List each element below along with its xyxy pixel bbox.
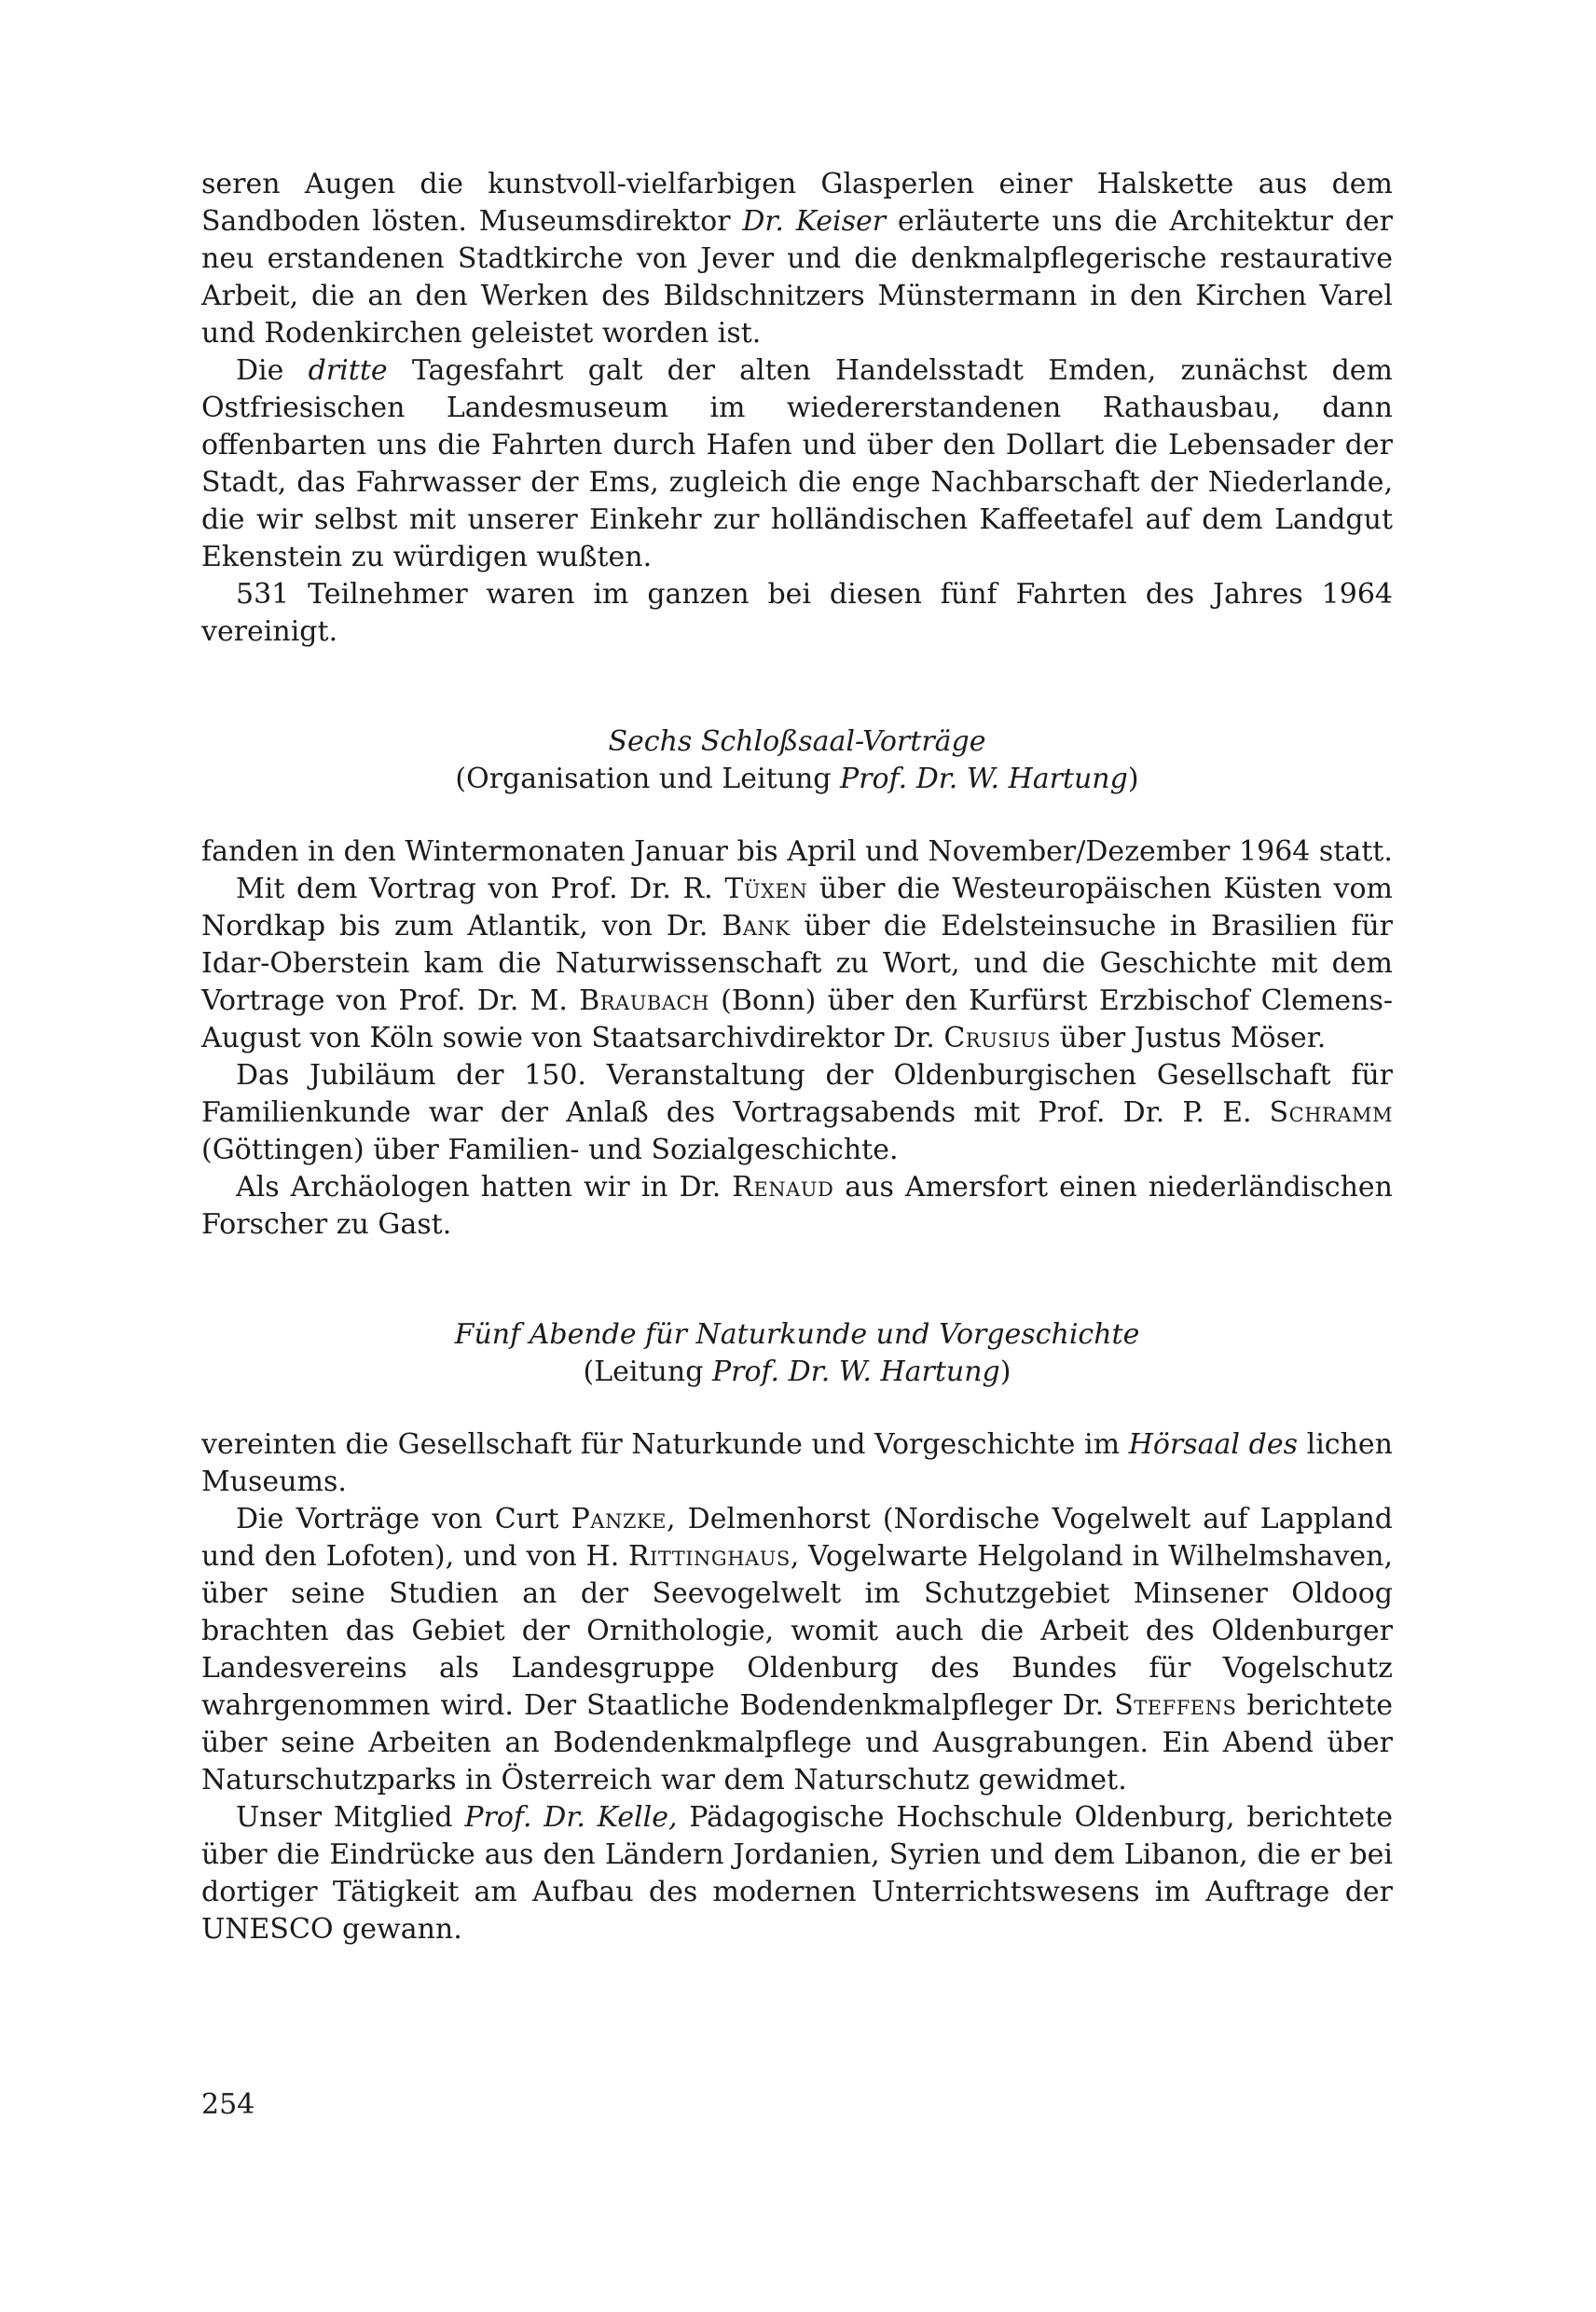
person-name: Schramm <box>1269 1096 1393 1129</box>
text-run: (Bonn) über den Kurfürst Erzbischof Clemens-August von Köln sowie von Staatsarchivdirektor Dr. <box>201 984 1393 1054</box>
paragraph-ornithology <box>201 1501 1393 1799</box>
emphasis: Hörsaal des <box>1128 1428 1298 1461</box>
page-number: 254 <box>201 2088 255 2121</box>
text-run: (Organisation und Leitung <box>455 763 841 795</box>
paragraph-unesco <box>201 1799 1393 1948</box>
section-title: Sechs Schloßsaal-Vorträge <box>608 725 986 758</box>
text-run: ) <box>999 1356 1011 1388</box>
text-run: Das Jubiläum der 150. Veranstaltung der Oldenburgischen Gesellschaft für Familienkunde war der Anlaß des Vortragsabends mit Prof. Dr. P. E. <box>201 1059 1393 1129</box>
text-run: seren Augen die kunstvoll-vielfarbigen Glasperlen einer Halskette aus dem Sandboden lösten. Museumsdirektor <box>201 168 1393 238</box>
person-name: Rittinghaus <box>627 1540 791 1573</box>
text-run: ) <box>1127 763 1139 795</box>
text-run: Als Archäologen hatten wir in Dr. <box>236 1171 733 1204</box>
paragraph-museum-tour <box>201 166 1393 352</box>
section-subtitle <box>201 761 1393 798</box>
paragraph-society <box>201 1426 1393 1501</box>
person-name: Prof. Dr. Kelle, <box>464 1801 678 1834</box>
text-run: über die Westeuropäischen Küsten vom Nordkap bis zum Atlantik, von Dr. <box>201 873 1393 943</box>
section-heading-lectures <box>201 723 1393 798</box>
text-run: lichen Museums. <box>201 1428 1393 1498</box>
person-name: Bank <box>722 910 791 943</box>
person-name: Tüxen <box>724 873 808 905</box>
text-run: über Justus Möser. <box>1051 1022 1327 1054</box>
text-run: erläuterte uns die Architektur der neu erstandenen Stadtkirche von Jever und die denkmalpflegerische restaurative Arbeit, die an den Werken des Bildschnitzers Münstermann in den Kirchen Varel und Rodenkirchen geleistet worden ist. <box>201 205 1394 350</box>
person-name: Braubach <box>579 984 709 1017</box>
text-run: (Göttingen) über Familien- und Sozialgeschichte. <box>201 1134 899 1166</box>
page-body <box>201 166 1393 1948</box>
text-run: Die <box>236 354 309 387</box>
text-run: Unser Mitglied <box>236 1801 465 1834</box>
section-subtitle <box>201 1354 1393 1391</box>
text-run: (Leitung <box>583 1356 712 1388</box>
paragraph-jubilee <box>201 1057 1393 1169</box>
text-run: Pädagogische Hochschule Oldenburg, berichtete über die Eindrücke aus den Ländern Jordanien, Syrien und dem Libanon, die er bei dortiger Tätigkeit am Aufbau des modernen Unterrichtswesens im Auftrage der UNESCO gewann. <box>201 1801 1393 1946</box>
section-heading-evenings <box>201 1316 1393 1391</box>
paragraph-lecture-dates: fanden in den Wintermonaten Januar bis April und November/Dezember 1964 statt. <box>201 835 1393 868</box>
person-name: Prof. Dr. W. Hartung <box>711 1356 1000 1388</box>
section-title: Fünf Abende für Naturkunde und Vorgeschichte <box>454 1318 1140 1351</box>
text-run: , Vogelwarte Helgoland in Wilhelmshaven, über seine Studien an der Seevogelwelt im Schutzgebiet Minsener Oldoog brachten das Gebiet der Ornithologie, womit auch die Arbeit des Oldenburger Landesvereins als Landesgruppe Oldenburg des Bundes für Vogelschutz wahrgenommen wird. Der Staatliche Bodendenkmalpfleger Dr. <box>201 1540 1393 1722</box>
person-name: Crusius <box>943 1022 1052 1054</box>
text-run: berichtete über seine Arbeiten an Bodendenkmalpflege und Ausgrabungen. Ein Abend über Naturschutzparks in Österreich war dem Naturschutz gewidmet. <box>201 1689 1393 1796</box>
text-run: über die Edelsteinsuche in Brasilien für Idar-Oberstein kam die Naturwissenschaft zu Wort, und die Geschichte mit dem Vortrage von Prof. Dr. M. <box>201 910 1394 1017</box>
paragraph-participants: 531 Teilnehmer waren im ganzen bei diesen fünf Fahrten des Jahres 1964 vereinigt. <box>201 578 1393 648</box>
person-name: Renaud <box>732 1171 834 1204</box>
paragraph-third-trip <box>201 352 1393 576</box>
text-run: Mit dem Vortrag von Prof. Dr. R. <box>236 873 725 905</box>
person-name: Prof. Dr. W. Hartung <box>840 763 1128 795</box>
text-run: , Delmenhorst (Nordische Vogelwelt auf Lappland und den Lofoten), und von H. <box>201 1503 1393 1573</box>
text-run: aus Amersfort einen niederländischen Forscher zu Gast. <box>201 1171 1393 1241</box>
text-run: Die Vorträge von Curt <box>236 1503 571 1535</box>
person-name: Dr. Keiser <box>742 205 887 238</box>
person-name: Panzke <box>571 1503 667 1535</box>
person-name: Steffens <box>1114 1689 1237 1722</box>
paragraph-archaeologist <box>201 1169 1393 1244</box>
text-run: Tagesfahrt galt der alten Handelsstadt Emden, zunächst dem Ostfriesischen Landesmuseum im wiedererstandenen Rathausbau, dann offenbarten uns die Fahrten durch Hafen und über den Dollart die Lebensader der Stadt, das Fahrwasser der Ems, zugleich die enge Nachbarschaft der Niederlande, die wir selbst mit unserer Einkehr zur holländischen Kaffeetafel auf dem Landgut Ekenstein zu würdigen wußten. <box>201 354 1393 573</box>
text-run: vereinten die Gesellschaft für Naturkunde und Vorgeschichte im <box>201 1428 1129 1461</box>
emphasis: dritte <box>308 354 388 387</box>
paragraph-lectures <box>201 871 1393 1057</box>
